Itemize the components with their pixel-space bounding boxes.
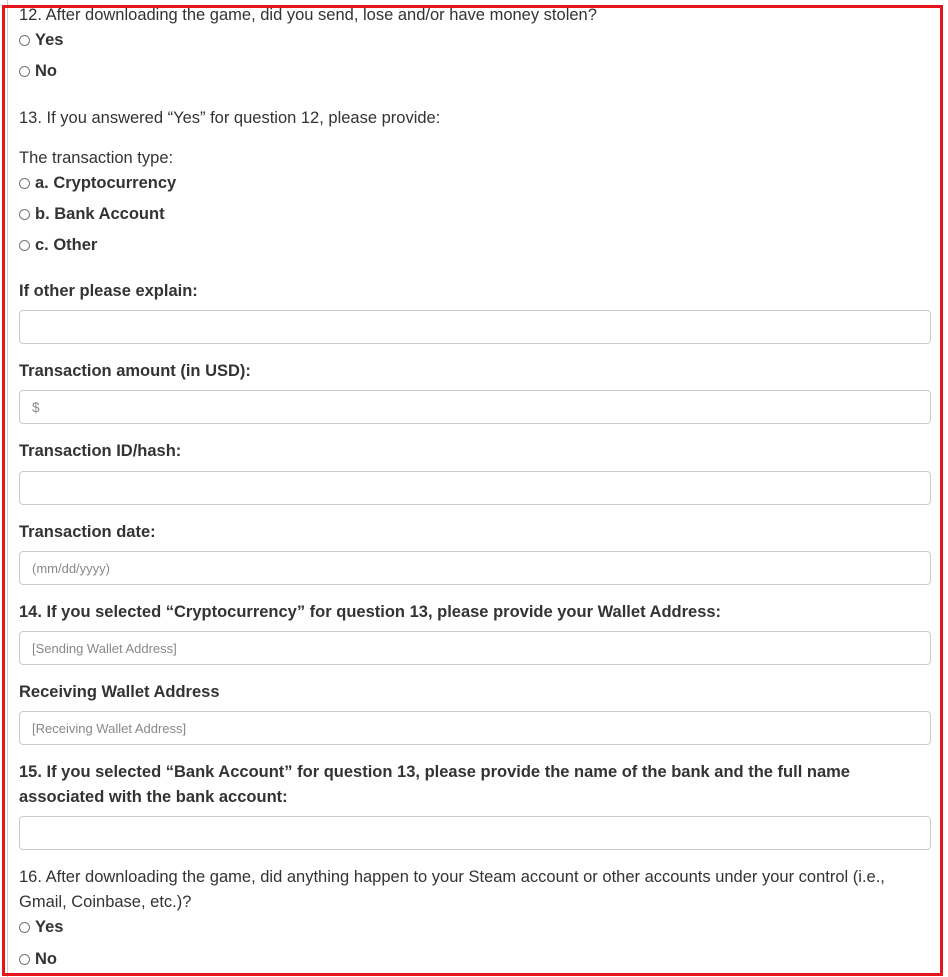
radio-label: No [35, 61, 57, 80]
question-13-text: 13. If you answered “Yes” for question 12, please provide: [19, 109, 441, 127]
radio-button[interactable] [19, 954, 30, 965]
radio-button[interactable] [19, 922, 30, 933]
radio-label: c. Other [35, 235, 98, 254]
q13-option-other[interactable] [19, 233, 97, 257]
q13-option-cryptocurrency[interactable] [19, 171, 176, 195]
radio-button[interactable] [19, 35, 30, 46]
transaction-id-input[interactable] [19, 471, 931, 505]
radio-button[interactable] [19, 178, 30, 189]
transaction-amount-input[interactable]: $ [19, 390, 931, 424]
q13-option-bank-account[interactable] [19, 202, 165, 226]
question-14-text: 14. If you selected “Cryptocurrency” for question 13, please provide your Wallet Address: [19, 603, 722, 621]
receiving-wallet-label: Receiving Wallet Address [19, 683, 220, 701]
q16-option-yes[interactable] [19, 915, 63, 939]
radio-label: b. Bank Account [35, 204, 165, 223]
radio-label: No [35, 949, 57, 968]
transaction-date-input[interactable]: (mm/dd/yyyy) [19, 551, 931, 585]
question-15-text: 15. If you selected “Bank Account” for question 13, please provide the name of the bank and the full name associated with the bank account: [19, 763, 850, 806]
other-explain-label: If other please explain: [19, 282, 198, 300]
other-explain-input[interactable] [19, 310, 931, 344]
transaction-id-label: Transaction ID/hash: [19, 442, 182, 460]
page-left-border [7, 0, 8, 977]
question-16-text: 16. After downloading the game, did anything happen to your Steam account or other accounts under your control (i.e., Gmail, Coinbase, etc.)? [19, 868, 885, 911]
radio-button[interactable] [19, 240, 30, 251]
radio-label: a. Cryptocurrency [35, 173, 177, 192]
q12-option-no[interactable] [19, 59, 57, 83]
transaction-date-label: Transaction date: [19, 523, 156, 541]
radio-button[interactable] [19, 66, 30, 77]
receiving-wallet-input[interactable]: [Receiving Wallet Address] [19, 711, 931, 745]
radio-label: Yes [35, 917, 64, 936]
transaction-amount-label: Transaction amount (in USD): [19, 362, 251, 380]
sending-wallet-input[interactable]: [Sending Wallet Address] [19, 631, 931, 665]
q16-option-no[interactable] [19, 947, 57, 971]
question-12-text: 12. After downloading the game, did you send, lose and/or have money stolen? [19, 6, 597, 24]
transaction-type-label: The transaction type: [19, 149, 174, 167]
radio-label: Yes [35, 30, 64, 49]
radio-button[interactable] [19, 209, 30, 220]
q12-option-yes[interactable] [19, 28, 63, 52]
bank-details-input[interactable] [19, 816, 931, 850]
